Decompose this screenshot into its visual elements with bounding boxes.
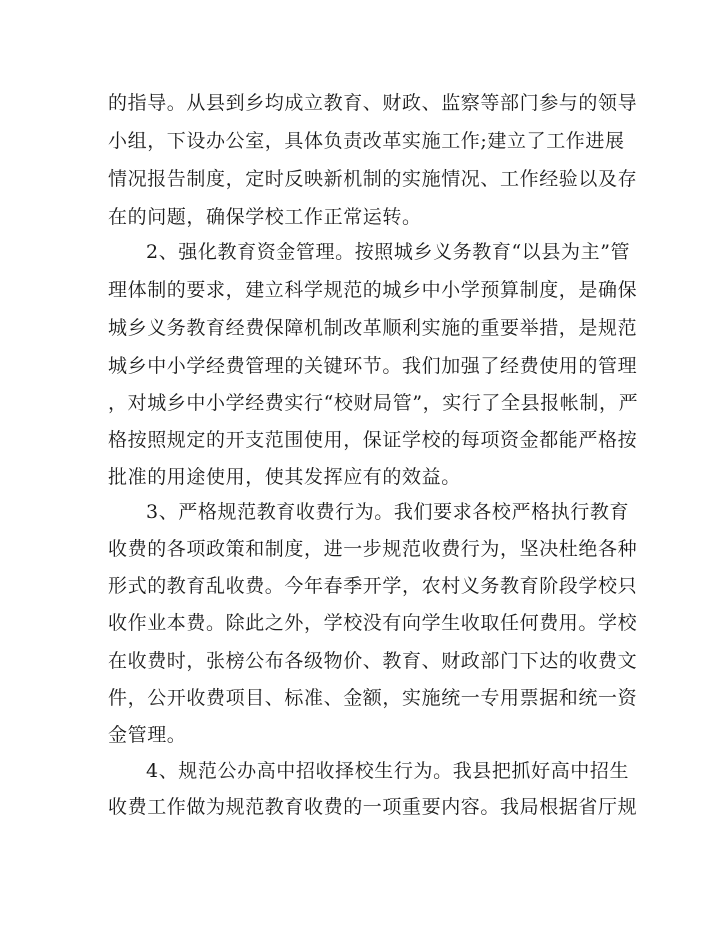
text-line: 收费的各项政策和制度，进一步规范收费行为，坚决杜绝各种: [108, 538, 638, 560]
text-line: 在的问题，确保学校工作正常运转。: [108, 206, 422, 228]
text-line: 4、规范公办高中招收择校生行为。我县把抓好高中招生: [146, 760, 630, 782]
text-line: 形式的教育乱收费。今年春季开学，农村义务教育阶段学校只: [108, 575, 638, 597]
text-line: 2、强化教育资金管理。按照城乡义务教育“以县为主”管: [146, 241, 631, 263]
text-line: 批准的用途使用，使其发挥应有的效益。: [108, 466, 461, 488]
text-line: 件，公开收费项目、标准、金额，实施统一专用票据和统一资: [108, 687, 638, 709]
text-line: 收费工作做为规范教育收费的一项重要内容。我局根据省厅规: [108, 796, 638, 818]
text-line: 格按照规定的开支范围使用，保证学校的每项资金都能严格按: [108, 429, 638, 451]
text-line: 理体制的要求，建立科学规范的城乡中小学预算制度，是确保: [108, 279, 638, 301]
text-line: 3、严格规范教育收费行为。我们要求各校严格执行教育: [146, 501, 630, 523]
text-line: ，对城乡中小学经费实行“校财局管”，实行了全县报帐制，严: [108, 392, 639, 414]
text-line: 小组，下设办公室，具体负责改革实施工作;建立了工作进展: [108, 130, 625, 152]
text-line: 情况报告制度，定时反映新机制的实施情况、工作经验以及存: [108, 168, 638, 190]
text-line: 收作业本费。除此之外，学校没有向学生收取任何费用。学校: [108, 612, 638, 634]
text-line: 的指导。从县到乡均成立教育、财政、监察等部门参与的领导: [108, 92, 638, 114]
text-line: 城乡中小学经费管理的关键环节。我们加强了经费使用的管理: [108, 355, 638, 377]
text-line: 城乡义务教育经费保障机制改革顺利实施的重要举措，是规范: [108, 317, 638, 339]
text-line: 在收费时，张榜公布各级物价、教育、财政部门下达的收费文: [108, 650, 638, 672]
text-line: 金管理。: [108, 724, 187, 746]
